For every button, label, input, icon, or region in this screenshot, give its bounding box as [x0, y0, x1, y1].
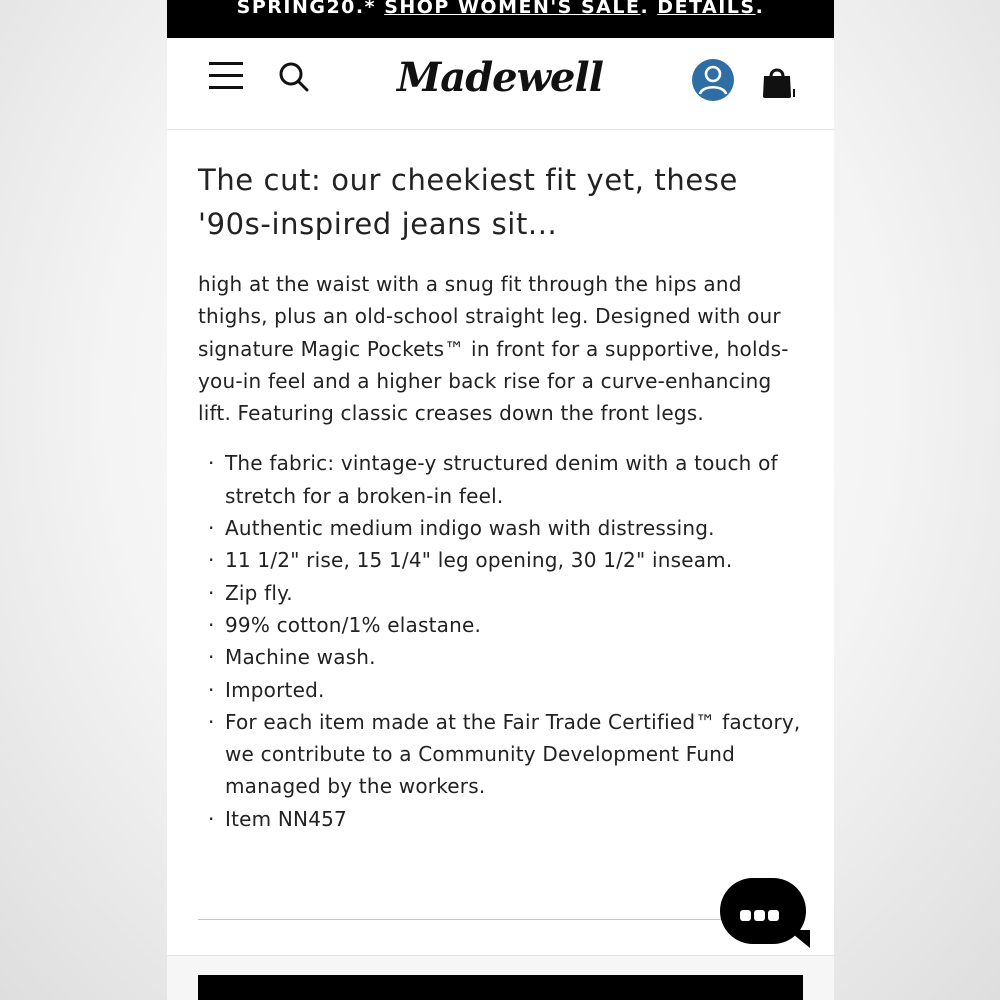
list-item [198, 641, 818, 673]
promo-sale-link[interactable]: SHOP WOMEN'S SALE [384, 0, 641, 18]
search-icon[interactable] [277, 60, 311, 94]
product-bullet-list [198, 447, 808, 835]
promo-end: . [755, 0, 765, 18]
list-item [198, 577, 818, 609]
chat-tail [788, 930, 810, 948]
add-to-bag-bar[interactable] [198, 975, 803, 1000]
chat-button[interactable] [720, 878, 806, 944]
bullet-text: For each item made at the Fair Trade Certified™ factory, we contribute to a Community Development Fund managed by the workers. [225, 709, 801, 799]
account-icon[interactable] [691, 58, 735, 102]
list-item [198, 544, 818, 576]
promo-details-link[interactable]: DETAILS [657, 0, 756, 18]
bullet-text: Authentic medium indigo wash with distressing. [225, 516, 715, 541]
bullet-dot: · [208, 548, 215, 573]
section-divider [198, 919, 803, 920]
list-item [198, 609, 818, 641]
bullet-text: Item NN457 [225, 806, 347, 831]
bullet-dot: · [208, 612, 215, 637]
bullet-dot: · [208, 516, 215, 541]
bullet-text: Imported. [225, 677, 325, 702]
bullet-text: The fabric: vintage-y structured denim with a touch of stretch for a broken-in feel. [225, 451, 778, 508]
bullet-dot: · [208, 645, 215, 670]
phone-screen [167, 0, 834, 1000]
promo-separator: . [640, 0, 650, 18]
bullet-dot: · [208, 580, 215, 605]
product-description: high at the waist with a snug fit through the hips and thighs, plus an old-school straight leg. Designed with our signature Magic Pockets™ in front for a supportive, holds-you-in feel and a higher back rise for a curve-enhancing lift. Featuring classic creases down the front legs. [198, 272, 789, 426]
promo-code: SPRING20.* [236, 0, 377, 18]
bullet-text: 99% cotton/1% elastane. [225, 612, 482, 637]
product-headline: The cut: our cheekiest fit yet, these '90s-inspired jeans sit... [198, 163, 738, 241]
promo-banner [167, 0, 834, 38]
bullet-dot: · [208, 709, 215, 734]
bullet-text: Machine wash. [225, 645, 376, 670]
list-item [198, 706, 818, 803]
site-header [167, 38, 834, 130]
menu-icon[interactable] [209, 60, 245, 92]
bullet-dot: · [208, 806, 215, 831]
product-details [198, 158, 808, 835]
list-item [198, 447, 818, 512]
bullet-dot: · [208, 451, 215, 476]
madewell-logo[interactable]: Madewell [397, 54, 603, 101]
bullet-text: 11 1/2" rise, 15 1/4" leg opening, 30 1/2" inseam. [225, 548, 733, 573]
list-item [198, 803, 818, 835]
list-item [198, 674, 818, 706]
bullet-dot: · [208, 677, 215, 702]
list-item [198, 512, 818, 544]
chat-bubble-icon [740, 906, 786, 916]
shopping-bag-icon[interactable] [759, 62, 799, 102]
bullet-text: Zip fly. [225, 580, 293, 605]
